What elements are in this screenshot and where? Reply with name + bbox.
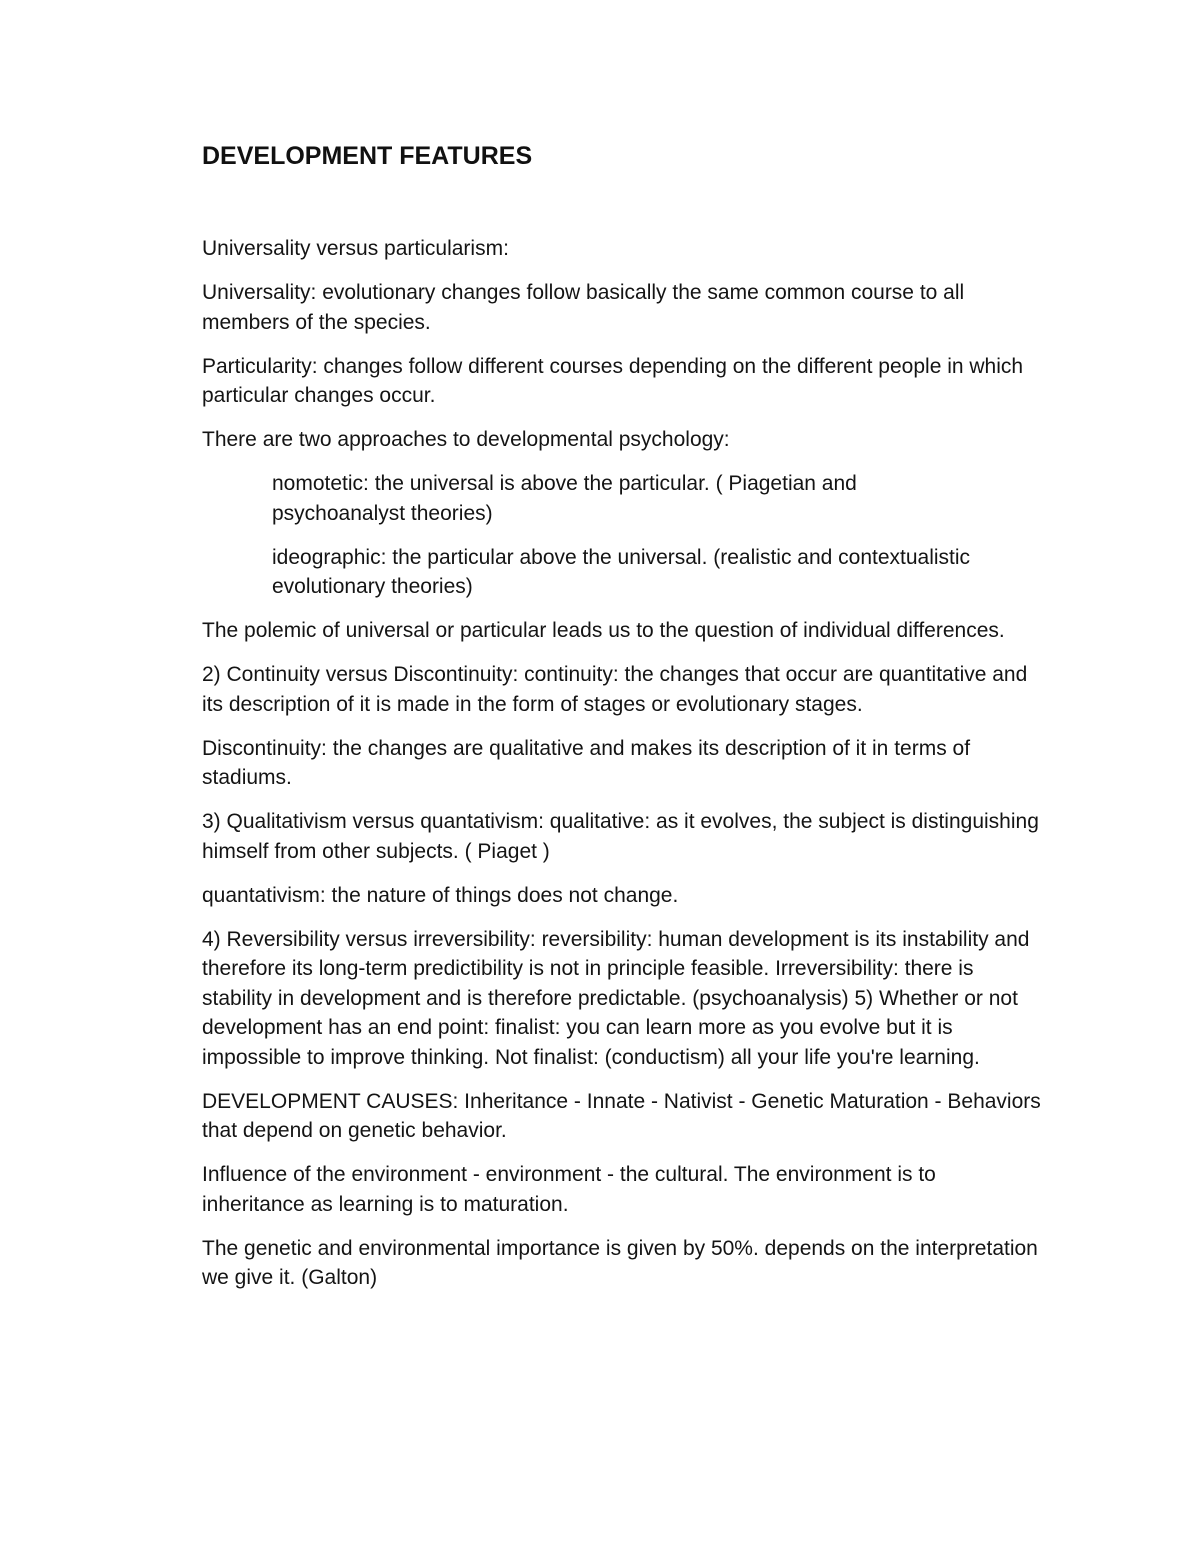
paragraph-polemic: The polemic of universal or particular leads us to the question of individual differences. <box>202 619 1005 642</box>
paragraph-universality: Universality: evolutionary changes follow basically the same common course to all members of the species. <box>202 281 965 334</box>
document-page <box>202 138 1042 1293</box>
paragraph-development-causes: DEVELOPMENT CAUSES: Inheritance - Innate - Nativist - Genetic Maturation - Behaviors that depend on genetic behavior. <box>202 1089 1041 1142</box>
paragraph-universality-heading: Universality versus particularism: <box>202 237 509 260</box>
paragraph-two-approaches: There are two approaches to developmental psychology: <box>202 428 730 451</box>
paragraph-continuity: 2) Continuity versus Discontinuity: continuity: the changes that occur are quantitative and its description of it is made in the form of stages or evolutionary stages. <box>202 663 1028 716</box>
paragraph-quantativism: quantativism: the nature of things does not change. <box>202 883 679 907</box>
paragraph-qualitativism: 3) Qualitativism versus quantativism: qualitative: as it evolves, the subject is distinguishing himself from other subjects. ( Piaget ) <box>202 810 1039 863</box>
paragraph-ideographic: ideographic: the particular above the universal. (realistic and contextualistic evolutionary theories) <box>272 545 971 598</box>
paragraph-genetic-environmental: The genetic and environmental importance is given by 50%. depends on the interpretation we give it. (Galton) <box>202 1236 1038 1289</box>
paragraph-environment-influence: Influence of the environment - environment - the cultural. The environment is to inheritance as learning is to maturation. <box>202 1163 936 1216</box>
paragraph-discontinuity: Discontinuity: the changes are qualitative and makes its description of it in terms of stadiums. <box>202 736 971 789</box>
paragraph-reversibility: 4) Reversibility versus irreversibility: reversibility: human development is its instability and therefore its long-term predictibility is not in principle feasible. Irreversibility: there is stability in development and is therefore predictable. (psychoanalysis) 5) Whether or not development has an end point: finalist: you can learn more as you evolve but it is impossible to improve thinking. Not finalist: (conductism) all your life you're learning. <box>202 927 1030 1069</box>
document-title: DEVELOPMENT FEATURES <box>202 142 533 170</box>
paragraph-particularity: Particularity: changes follow different courses depending on the different people in which particular changes occur. <box>202 354 1024 407</box>
paragraph-nomotetic: nomotetic: the universal is above the particular. ( Piagetian and psychoanalyst theories) <box>272 472 857 525</box>
